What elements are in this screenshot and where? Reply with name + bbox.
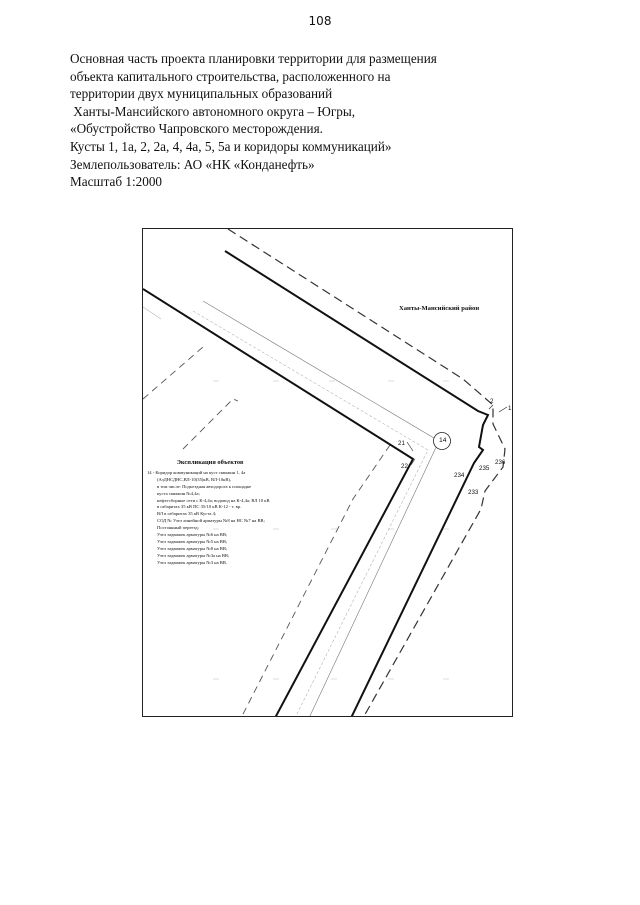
- header-line: Ханты-Мансийского автономного округа – Югры,: [70, 103, 355, 119]
- legend-line: (АзДНСДНС,ВЛ-10(35)кВ, ВЛ-10кВ),: [157, 476, 232, 482]
- legend-line: Узел задвижек арматуры №5 на ВВ;: [157, 538, 228, 544]
- legend-line: СОД № Узел линейной арматуры №8 на НС №7 на ВВ;: [157, 518, 265, 524]
- document-header: [70, 50, 570, 191]
- legend-line: Узел задвижек арматуры №8 на ВВ;: [157, 545, 228, 551]
- label-leaders: [407, 405, 507, 465]
- point-label-21: 21: [398, 440, 405, 447]
- corridor-centre-line-c: [143, 307, 161, 319]
- objects-legend: [147, 460, 317, 567]
- district-label: Ханты-Мансийский район: [399, 305, 480, 312]
- header-line: объекта капитального строительства, расположенного на: [70, 68, 391, 84]
- header-line: «Обустройство Чапровского месторождения.: [70, 121, 323, 137]
- legend-line: ВЛ в габаритах 35 кВ Куста 4;: [157, 511, 217, 517]
- legend-line: Узел задвижек арматуры №6 на ВВ;: [157, 532, 228, 538]
- header-line: Масштаб 1:2000: [70, 174, 163, 190]
- legend-line: куста скважин №4,4а;: [157, 490, 200, 496]
- header-line: Кусты 1, 1а, 2, 2а, 4, 4а, 5, 5а и коридоры коммуникаций»: [70, 138, 392, 154]
- header-line: Основная часть проекта планировки территории для размещения: [70, 51, 437, 66]
- header-line: территории двух муниципальных образований: [70, 86, 333, 102]
- legend-line: Постоянный переезд;: [157, 525, 199, 531]
- point-label-236: 236: [495, 459, 506, 466]
- page-number: 108: [308, 14, 332, 28]
- point-label-2: 2: [490, 398, 494, 405]
- legend-line: Узел задвижек арматуры №3а на ВВ;: [157, 552, 230, 558]
- site-plan-map: [142, 228, 513, 717]
- point-label-22: 22: [401, 463, 408, 470]
- boundary-dashed-inner: [143, 347, 238, 449]
- point-label-233: 233: [468, 489, 479, 496]
- legend-title: Экспликация объектов: [176, 459, 244, 466]
- point-label-235: 235: [479, 465, 490, 472]
- legend-line: в том числе: Подъездная автодорога к площадке: [157, 483, 252, 489]
- point-label-1: 1: [508, 405, 512, 412]
- legend-line: в габаритах 35 кВ ПС 35/10 кВ К-12 - т. вр.: [157, 504, 242, 510]
- header-line: Землепользователь: АО «НК «Конданефть»: [70, 156, 315, 172]
- point-label-234: 234: [454, 472, 465, 479]
- legend-line: нефтесборные сети с К-4,4а; водовод на К-4,4а; ВЛ 10 кВ: [157, 497, 270, 503]
- legend-line: 14 - Коридор коммуникаций на куст скважин 1, 4а: [147, 469, 246, 475]
- object-number-label: 14: [439, 437, 447, 444]
- legend-line: Узел задвижек арматуры №3 на ВВ.: [157, 559, 228, 565]
